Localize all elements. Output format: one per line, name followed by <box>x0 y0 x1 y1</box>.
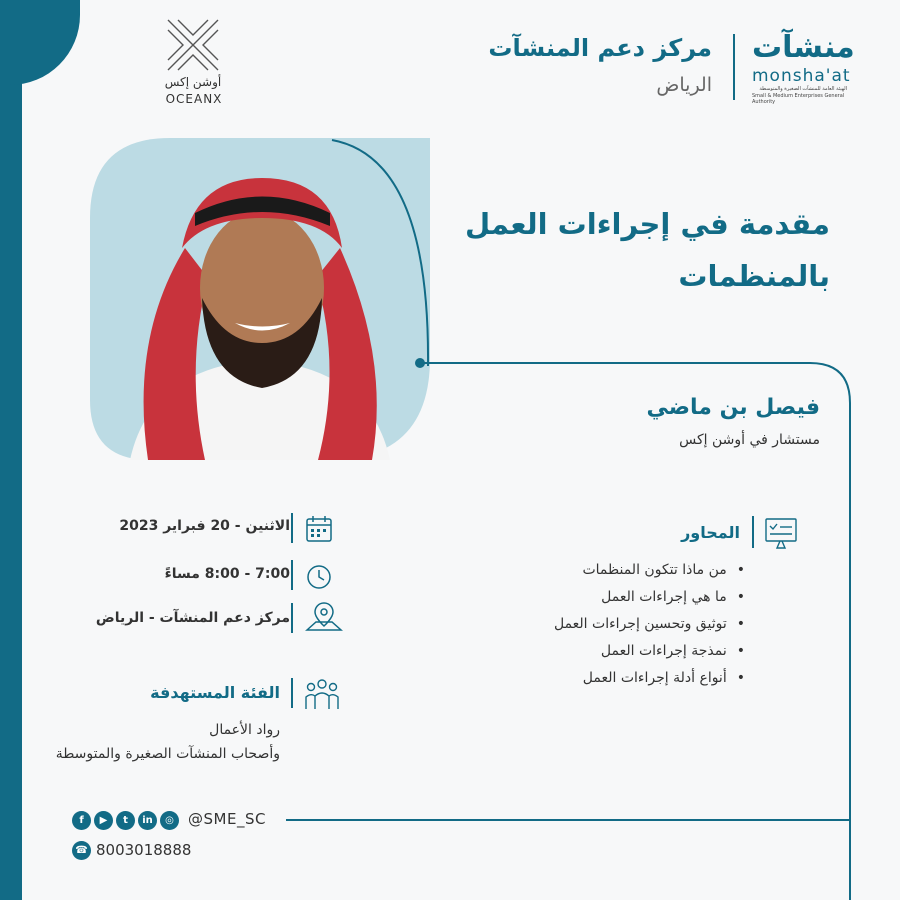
photo-arc <box>330 138 450 368</box>
people-icon <box>304 677 340 711</box>
event-title: مقدمة في إجراءات العمل بالمنظمات <box>465 207 830 293</box>
target-audience-line2: وأصحاب المنشآت الصغيرة والمتوسطة <box>55 746 280 762</box>
instagram-icon[interactable]: ◎ <box>160 811 179 830</box>
header-divider <box>733 34 735 100</box>
oceanx-name-english: OCEANX <box>165 92 223 106</box>
corner-accent <box>0 0 80 85</box>
axes-item: • ما هي إجراءات العمل <box>554 589 745 616</box>
oceanx-name-arabic: أوشن إكس <box>164 75 222 89</box>
twitter-icon[interactable]: t <box>116 811 135 830</box>
location-icon <box>304 600 344 634</box>
monshaat-subtitle-arabic: الهيئة العامة للمنشآت الصغيرة والمتوسطة <box>759 86 847 92</box>
axes-title: المحاور <box>681 523 740 542</box>
monshaat-subtitle-english: Small & Medium Enterprises General Authority <box>752 93 845 105</box>
axes-list <box>554 562 745 697</box>
footer-line <box>286 819 850 821</box>
speaker-role: مستشار في أوشن إكس <box>679 432 820 448</box>
target-audience-line1: رواد الأعمال <box>209 722 280 738</box>
left-accent-bar <box>0 0 22 900</box>
event-time: 7:00 - 8:00 مساءً <box>164 566 290 582</box>
axes-item: • من ماذا تتكون المنظمات <box>554 562 745 589</box>
time-divider <box>291 560 293 590</box>
monshaat-logo-arabic: منشآت <box>752 30 855 65</box>
axes-divider <box>752 516 754 548</box>
target-divider <box>291 678 293 708</box>
calendar-icon <box>304 514 334 544</box>
youtube-icon[interactable]: ▶ <box>94 811 113 830</box>
axes-item: • أنواع أدلة إجراءات العمل <box>554 670 745 697</box>
phone-icon: ☎ <box>72 841 91 860</box>
oceanx-logo-icon <box>162 16 224 74</box>
location-divider <box>291 603 293 633</box>
axes-item: • توثيق وتحسين إجراءات العمل <box>554 616 745 643</box>
speaker-name: فيصل بن ماضي <box>646 395 820 420</box>
monshaat-logo-english: monsha'at <box>752 66 851 86</box>
axes-item: • نمذجة إجراءات العمل <box>554 643 745 670</box>
social-handle[interactable]: @SME_SC <box>188 810 266 828</box>
checklist-icon <box>763 516 799 550</box>
facebook-icon[interactable]: f <box>72 811 91 830</box>
date-divider <box>291 513 293 543</box>
center-title: مركز دعم المنشآت <box>488 34 712 62</box>
phone-number[interactable]: 8003018888 <box>96 841 192 859</box>
center-city: الرياض <box>656 74 712 96</box>
event-location: مركز دعم المنشآت - الرياض <box>95 610 290 626</box>
linkedin-icon[interactable]: in <box>138 811 157 830</box>
target-audience-title: الفئة المستهدفة <box>150 683 280 702</box>
clock-icon <box>304 562 334 592</box>
event-date: الاثنين - 20 فبراير 2023 <box>119 518 290 534</box>
